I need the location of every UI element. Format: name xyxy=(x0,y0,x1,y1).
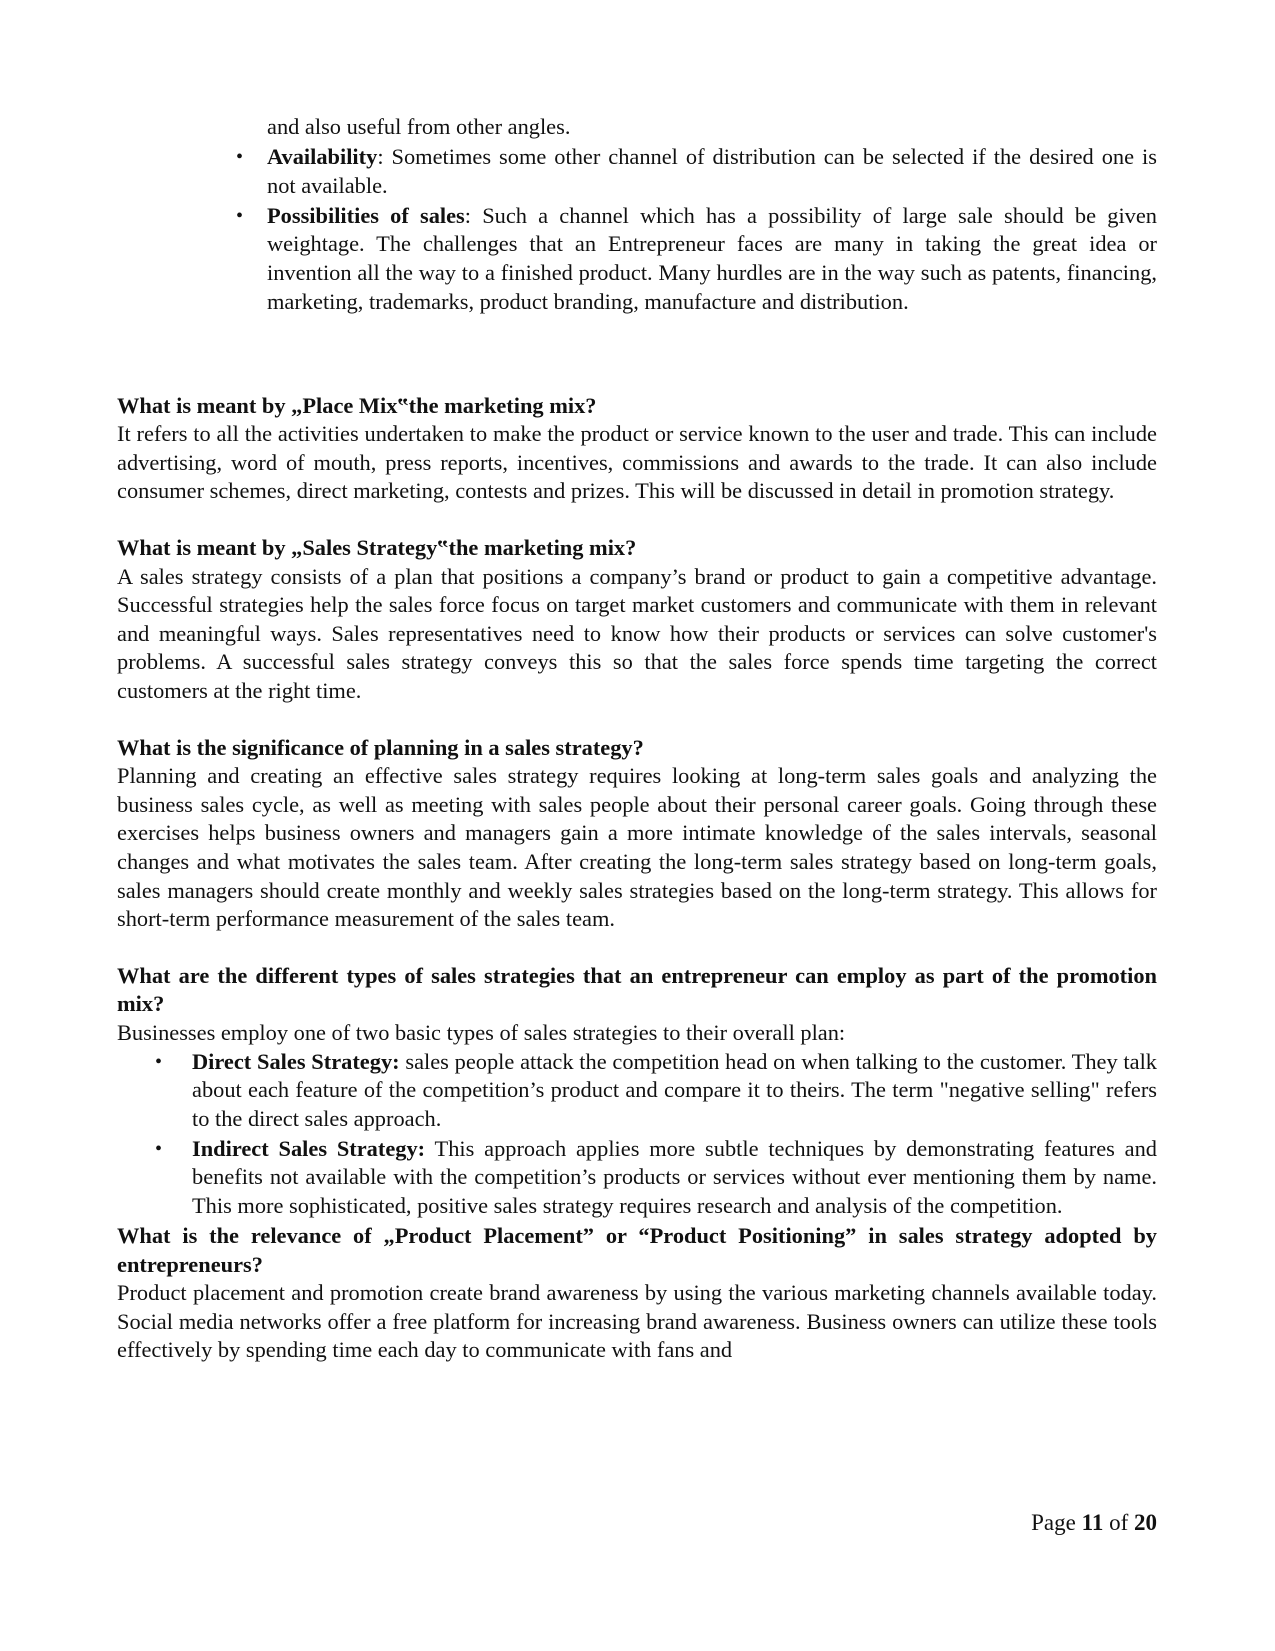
list-item-indirect xyxy=(117,1135,1157,1221)
section-heading: What is meant by „Sales Strategy‟the marketing mix? xyxy=(117,535,637,561)
section-placement xyxy=(117,1222,1157,1365)
list-item-text: sales people attack the competition head on when talking to the customer. They talk about each feature of the competition’s product and compare it to theirs. The term "negative selling" refers to the direct sales approach. xyxy=(192,1048,1157,1131)
bullet-icon: • xyxy=(236,146,244,169)
list-item-text: This approach applies more subtle techniques by demonstrating features and benefits not available with the competition’s products or services without ever mentioning them by name. This more sophisticated, positive sales strategy requires research and analysis of the competition. xyxy=(192,1135,1157,1218)
bullet-icon: • xyxy=(155,1137,163,1160)
list-continuation xyxy=(117,113,1157,142)
list-item-possibilities xyxy=(117,202,1157,316)
section-heading: What is the significance of planning in a sales strategy? xyxy=(117,734,644,760)
page-total: 20 xyxy=(1134,1510,1157,1535)
list-item-term: Direct Sales Strategy: xyxy=(192,1048,400,1074)
types-bullet-list xyxy=(117,1048,1157,1221)
section-body: Planning and creating an effective sales strategy requires looking at long-term sales goals and analyzing the business sales cycle, as well as meeting with sales people about their personal career goals. Going through these exercises helps business owners and managers gain a more intimate knowledge of the sales intervals, seasonal changes and what motivates the sales team. After creating the long-term sales strategy based on long-term goals, sales managers should create monthly and weekly sales strategies based on the long-term strategy. This allows for short-term performance measurement of the sales team. xyxy=(117,763,1157,932)
section-place-mix xyxy=(117,392,1157,506)
list-item-term: Possibilities of sales xyxy=(267,202,465,228)
section-planning xyxy=(117,734,1157,934)
section-body: Product placement and promotion create brand awareness by using the various marketing channels available today. Social media networks offer a free platform for increasing brand awareness. Business owners can utilize these tools effectively by spending time each day to communicate with fans and xyxy=(117,1280,1157,1363)
bullet-icon: • xyxy=(236,204,244,227)
continuation-text: and also useful from other angles. xyxy=(267,114,571,139)
section-types xyxy=(117,962,1157,1221)
list-item-text: : Such a channel which has a possibility of large sale should be given weightage. The challenges that an Entrepreneur faces are many in taking the great idea or invention all the way to a finished product. Many hurdles are in the way such as patents, financing, marketing, trademarks, product branding, manufacture and distribution. xyxy=(267,202,1157,314)
section-intro: Businesses employ one of two basic types of sales strategies to their overall plan: xyxy=(117,1019,846,1045)
list-item-text: : Sometimes some other channel of distribution can be selected if the desired one is not available. xyxy=(267,144,1157,198)
list-item-term: Availability xyxy=(267,144,378,170)
list-item-direct xyxy=(117,1048,1157,1134)
section-sales-strategy xyxy=(117,534,1157,706)
section-body: It refers to all the activities undertaken to make the product or service known to the user and trade. This can include advertising, word of mouth, press reports, incentives, commissions and awards to the trade. It can also include consumer schemes, direct marketing, contests and prizes. This will be discussed in detail in promotion strategy. xyxy=(117,421,1157,504)
page-prefix: Page xyxy=(1031,1510,1082,1535)
list-item-availability xyxy=(117,143,1157,200)
bullet-icon: • xyxy=(155,1050,163,1073)
document-page xyxy=(117,113,1157,1365)
page-current: 11 xyxy=(1081,1510,1104,1535)
section-heading: What is meant by „Place Mix‟the marketing mix? xyxy=(117,392,597,418)
section-body: A sales strategy consists of a plan that positions a company’s brand or product to gain a competitive advantage. Successful strategies help the sales force focus on target market customers and communicate with them in relevant and meaningful ways. Sales representatives need to know how their products or services can solve customer's problems. A successful sales strategy conveys this so that the sales force spends time targeting the correct customers at the right time. xyxy=(117,563,1157,703)
section-heading: What are the different types of sales strategies that an entrepreneur can employ as part of the promotion mix? xyxy=(117,962,1157,1017)
page-number xyxy=(1031,1510,1157,1536)
top-bullet-list xyxy=(117,113,1157,316)
section-heading: What is the relevance of „Product Placement” or “Product Positioning” in sales strategy adopted by entrepreneurs? xyxy=(117,1223,1157,1277)
page-middle: of xyxy=(1103,1510,1134,1535)
list-item-term: Indirect Sales Strategy: xyxy=(192,1135,426,1161)
